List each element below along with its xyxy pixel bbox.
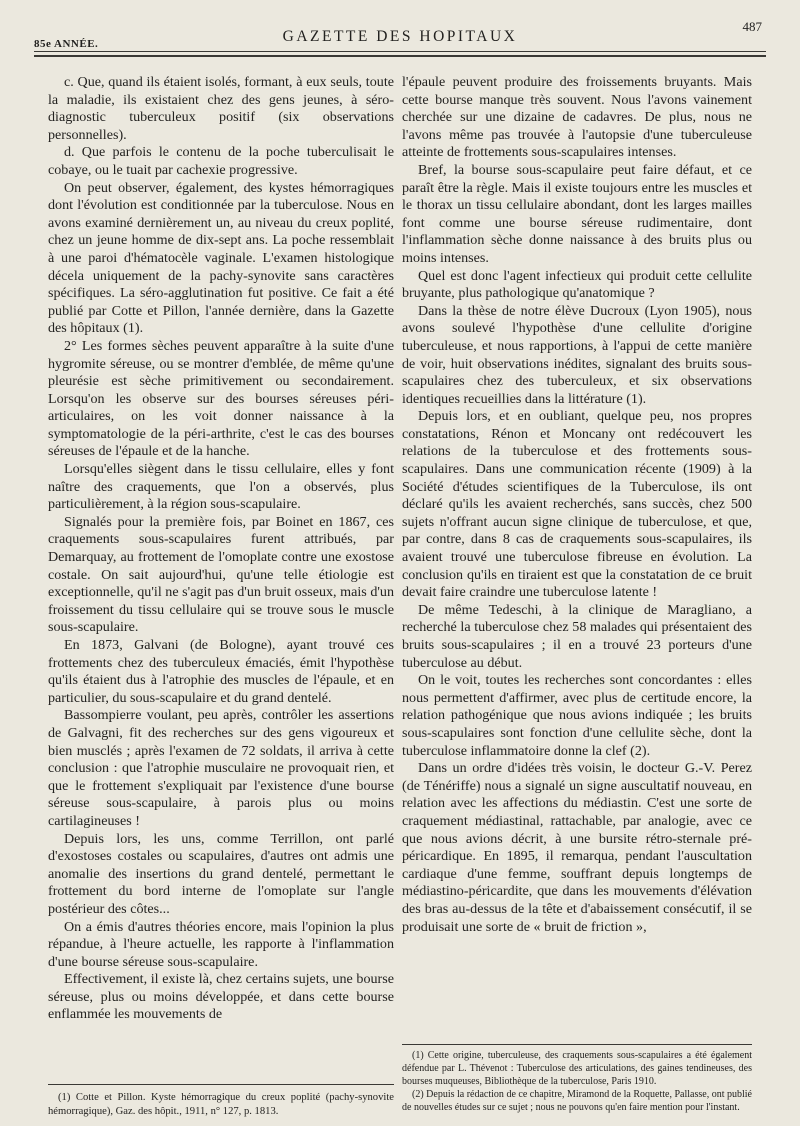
footnote-rule-right bbox=[402, 1044, 752, 1045]
paragraph: En 1873, Galvani (de Bologne), ayant trouvé ces frottements chez des tuberculeux émaciés, émit l'hypothèse qu'ils étaient dus à l'atrophie des muscles de l'épaule, et en particulier, du sous-scapulaire et du grand dentelé. bbox=[48, 637, 394, 706]
page-number: 487 bbox=[742, 19, 762, 34]
left-column bbox=[48, 74, 394, 1024]
paragraph: Signalés pour la première fois, par Boinet en 1867, ces craquements sous-scapulaires furent attribués, par Demarquay, au frottement de l'omoplate contre une exostose costale. On sait aujourd'hui, qu'une telle étiologie est exceptionnelle, qu'il ne s'agit pas d'un bruit osseux, mais d'un froissement du tissu cellulaire qui se trouve sous le muscle sous-scapulaire. bbox=[48, 513, 394, 636]
paragraph: l'épaule peuvent produire des froissements bruyants. Mais cette bourse manque très souvent. Nous l'avons vainement cherchée sur une dizaine de cadavres. De plus, nous ne l'avons même pas trouvée à l'autopsie d'une tuberculeuse atteinte de frottements sous-scapulaires intenses. bbox=[402, 74, 752, 161]
footnote-rule-left bbox=[48, 1084, 394, 1085]
paragraph: c. Que, quand ils étaient isolés, formant, à eux seuls, toute la maladie, ils existaient chez des gens jeunes, à séro-diagnostic tuberculeux positif (six observations personnelles). bbox=[48, 74, 394, 143]
paragraph: Bassompierre voulant, peu après, contrôler les assertions de Galvagni, fit des recherches sur des gens vigoureux et bien musclés ; après l'examen de 72 soldats, il arriva à cette conclusion : que l'atrophie musculaire ne provoquait rien, et que le frottement s'expliquait par l'existence d'une bourse séreuse sous-scapulaire, à parois plus ou moins cartilagineuses ! bbox=[48, 707, 394, 829]
footnotes-left bbox=[48, 1091, 394, 1119]
paragraph: On a émis d'autres théories encore, mais l'opinion la plus répandue, à l'heure actuelle, les rapporte à l'inflammation d'une bourse séreuse sous-scapulaire. bbox=[48, 918, 394, 970]
paragraph: Effectivement, il existe là, chez certains sujets, une bourse séreuse, plus ou moins développée, et dans cette bourse enflammée les mouvements de bbox=[48, 971, 394, 1023]
footnote: (2) Depuis la rédaction de ce chapitre, Miramond de la Roquette, Pallasse, ont publié de nouvelles études sur ce sujet ; nous ne pouvons qu'en faire mention pour l'instant. bbox=[402, 1089, 752, 1114]
header-rule-bottom bbox=[34, 55, 766, 57]
issue-year: 85e ANNÉE. bbox=[34, 38, 99, 50]
paragraph: On le voit, toutes les recherches sont concordantes : elles nous permettent d'affirmer, avec plus de certitude encore, la relation pathogénique que nous avions indiquée ; les bruits sous-scapulaires sont fonction d'une cellulite sèche, dont la tuberculose inflammatoire donne la clef (2). bbox=[402, 672, 752, 759]
paragraph: Dans un ordre d'idées très voisin, le docteur G.-V. Perez (de Ténériffe) nous a signalé un signe auscultatif nouveau, en relation avec les affections du médiastin. C'est une sorte de craquement médiastinal, rattachable, par analogie, avec ce que nous avions décrit, à une bursite rétro-sternale pré-péricardique. En 1895, il remarqua, pendant l'auscultation cardiaque d'une femme, souffrant depuis longtemps de médiastino-péricardite, que dans les mouvements d'élévation des bras au-dessus de la tête et d'abaissement consécutif, il se produisait une sorte de « bruit de friction », bbox=[402, 760, 752, 935]
paragraph: Lorsqu'elles siègent dans le tissu cellulaire, elles y font naître des craquements, que l'on a observés, plus particulièrement, à la région sous-scapulaire. bbox=[48, 461, 394, 513]
paragraph: Dans la thèse de notre élève Ducroux (Lyon 1905), nous avons soulevé l'hypothèse d'une cellulite d'origine tuberculeuse, et nous rapportions, à l'appui de cette manière de voir, huit observations inédites, signalant des bruits sous-scapulaires chez des tuberculeux, et six observations identiques recueillies dans la littérature (1). bbox=[402, 302, 752, 407]
footnote: (1) Cette origine, tuberculeuse, des craquements sous-scapulaires a été également défendue par L. Thévenot : Tuberculose des articulations, des gaines tendineuses, des bourses muqueuses, Bibliothèque de la tuberculose, Paris 1910. bbox=[402, 1050, 752, 1087]
paragraph: 2° Les formes sèches peuvent apparaître à la suite d'une hygromite séreuse, ou se montrer d'emblée, de même qu'une pleurésie est sèche primitivement ou secondairement. Lorsqu'on les observe sur des bourses séreuses péri-articulaires, on les voit donner naissance à la symptomatologie de la péri-arthrite, c'est le cas des bourses séreuses de l'épaule et de la hanche. bbox=[48, 337, 394, 460]
paragraph: Quel est donc l'agent infectieux qui produit cette cellulite bruyante, plus pathologique qu'anatomique ? bbox=[402, 267, 752, 302]
paragraph: Depuis lors, et en oubliant, quelque peu, nos propres constatations, Rénon et Moncany ont redécouvert les relations de la tuberculose et des frottements sous-scapulaires. Dans une communication récente (1909) à la Société d'études scientifiques de la Tuberculose, ils ont déclaré qu'ils les avaient recherchés, sans succès, chez 500 sujets n'offrant aucun signe clinique de tuberculose, et que, par contre, dans 8 cas de craquements sous-scapulaires, ils avaient trouvé une tuberculose fibreuse en évolution. La conclusion qu'ils en tiraient est que la constatation de ce bruit devait faire craindre une tuberculose latente ! bbox=[402, 408, 752, 601]
paragraph: Depuis lors, les uns, comme Terrillon, ont parlé d'exostoses costales ou scapulaires, d'autres ont admis une anomalie des insertions du grand dentelé, permettant le frottement du bord interne de l'omoplate sur l'angle postérieur des côtes... bbox=[48, 830, 394, 917]
right-column bbox=[402, 74, 752, 936]
footnote: (1) Cotte et Pillon. Kyste hémorragique du creux poplité (pachy-synovite hémorragique), Gaz. des hôpit., 1911, n° 127, p. 1813. bbox=[48, 1092, 394, 1117]
paragraph: On peut observer, également, des kystes hémorragiques dont l'évolution est conditionnée par la tuberculose. Nous en avons examiné dernièrement un, au niveau du creux poplité, chez un jeune homme de dix-sept ans. La poche ressemblait à une paroi d'hématocèle vaginale. L'examen histologique décela uniquement de la pachy-synovite sans caractères spécifiques. La séro-agglutination fut positive. Ce fait a été publié par Cotte et Pillon, l'année dernière, dans la Gazette des hôpitaux (1). bbox=[48, 179, 394, 337]
paragraph: De même Tedeschi, à la clinique de Maragliano, a recherché la tuberculose chez 58 malades qui présentaient des bruits sous-scapulaires ; il en a trouvé 23 porteurs d'une tuberculose au début. bbox=[402, 601, 752, 671]
footnotes-right bbox=[402, 1050, 752, 1116]
paragraph: d. Que parfois le contenu de la poche tuberculisait le cobaye, ou le tuait par cachexie progressive. bbox=[48, 144, 394, 178]
newspaper-title: GAZETTE DES HOPITAUX bbox=[282, 28, 518, 45]
paragraph: Bref, la bourse sous-scapulaire peut faire défaut, et ce paraît être la règle. Mais il existe toujours entre les muscles et le thorax un tissu cellulaire abondant, dont les larges mailles font comme une bourse séreuse rudimentaire, dont l'inflammation sèche donne naissance à des bruits plus ou moins intenses. bbox=[402, 161, 752, 266]
header-rule-top bbox=[34, 51, 766, 52]
